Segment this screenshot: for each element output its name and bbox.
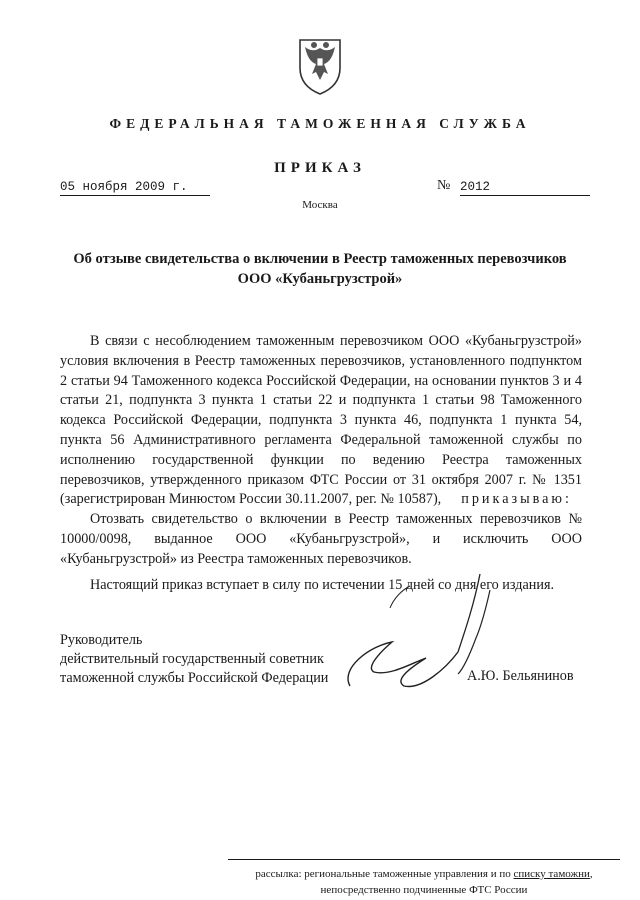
position-line-3: таможенной службы Российской Федерации: [60, 670, 329, 686]
footer-divider: [228, 859, 620, 860]
distribution-prefix: рассылка: региональные таможенные управления и по: [255, 868, 511, 880]
distribution-line-2: непосредственно подчиненные ФТС России: [320, 884, 528, 896]
signatory-name: А.Ю. Бельянинов: [467, 668, 574, 684]
distribution-list: [228, 866, 620, 898]
subject-line-2: ООО «Кубаньгрузстрой»: [237, 271, 403, 287]
position-line-1: Руководитель: [60, 632, 143, 648]
handwritten-signature: [330, 568, 520, 728]
city: Москва: [302, 199, 338, 211]
order-body: [60, 332, 582, 570]
order-subject: [40, 249, 600, 289]
order-date: 05 ноября 2009 г.: [60, 180, 210, 196]
agency-name: ФЕДЕРАЛЬНАЯ ТАМОЖЕННАЯ СЛУЖБА: [109, 116, 531, 131]
subject-line-1: Об отзыве свидетельства о включении в Реестр таможенных перевозчиков: [73, 251, 567, 267]
distribution-link: списку таможни: [513, 868, 590, 880]
order-word: приказываю:: [461, 491, 572, 508]
directive-paragraph: Отозвать свидетельство о включении в Реестр таможенных перевозчиков № 10000/0098, выданное ООО «Кубаньгрузстрой», и исключить ООО «Кубаньгрузстрой» из Реестра таможенных перевозчиков.: [60, 511, 582, 567]
preamble-paragraph: [60, 332, 582, 510]
signatory-position: [60, 631, 360, 688]
distribution-suffix: ,: [589, 868, 593, 880]
position-line-2: действительный государственный советник: [60, 651, 324, 667]
distribution-line-1: [228, 866, 620, 882]
order-number-label: №: [437, 178, 451, 193]
document-title: ПРИКАЗ: [274, 160, 366, 176]
order-number: 2012: [460, 180, 590, 196]
preamble-text: В связи с несоблюдением таможенным перевозчиком ООО «Кубаньгрузстрой» условия включения в Реестр таможенных перевозчиков, установленного подпунктом 2 статьи 94 Таможенного кодекса Российской Федерации, на основании пунктов 3 и 4 статьи 21, подпункта 3 пункта 1 статьи 22 и подпункта 1 статьи 98 Таможенного кодекса Российской Федерации, подпункта 3 пункта 46, подпункта 1 пункта 54, пункта 56 Административного регламента Федеральной таможенной службы по исполнению государственной функции по ведению Реестра таможенных перевозчиков, утвержденного приказом ФТС России от 31 октября 2007 г. № 1351 (зарегистрирован Минюстом России 30.11.2007, рег. № 10587),: [60, 333, 582, 508]
effective-date-paragraph: Настоящий приказ вступает в силу по истечении 15 дней со дня его издания.: [90, 577, 555, 593]
coat-of-arms-emblem: [292, 34, 348, 98]
